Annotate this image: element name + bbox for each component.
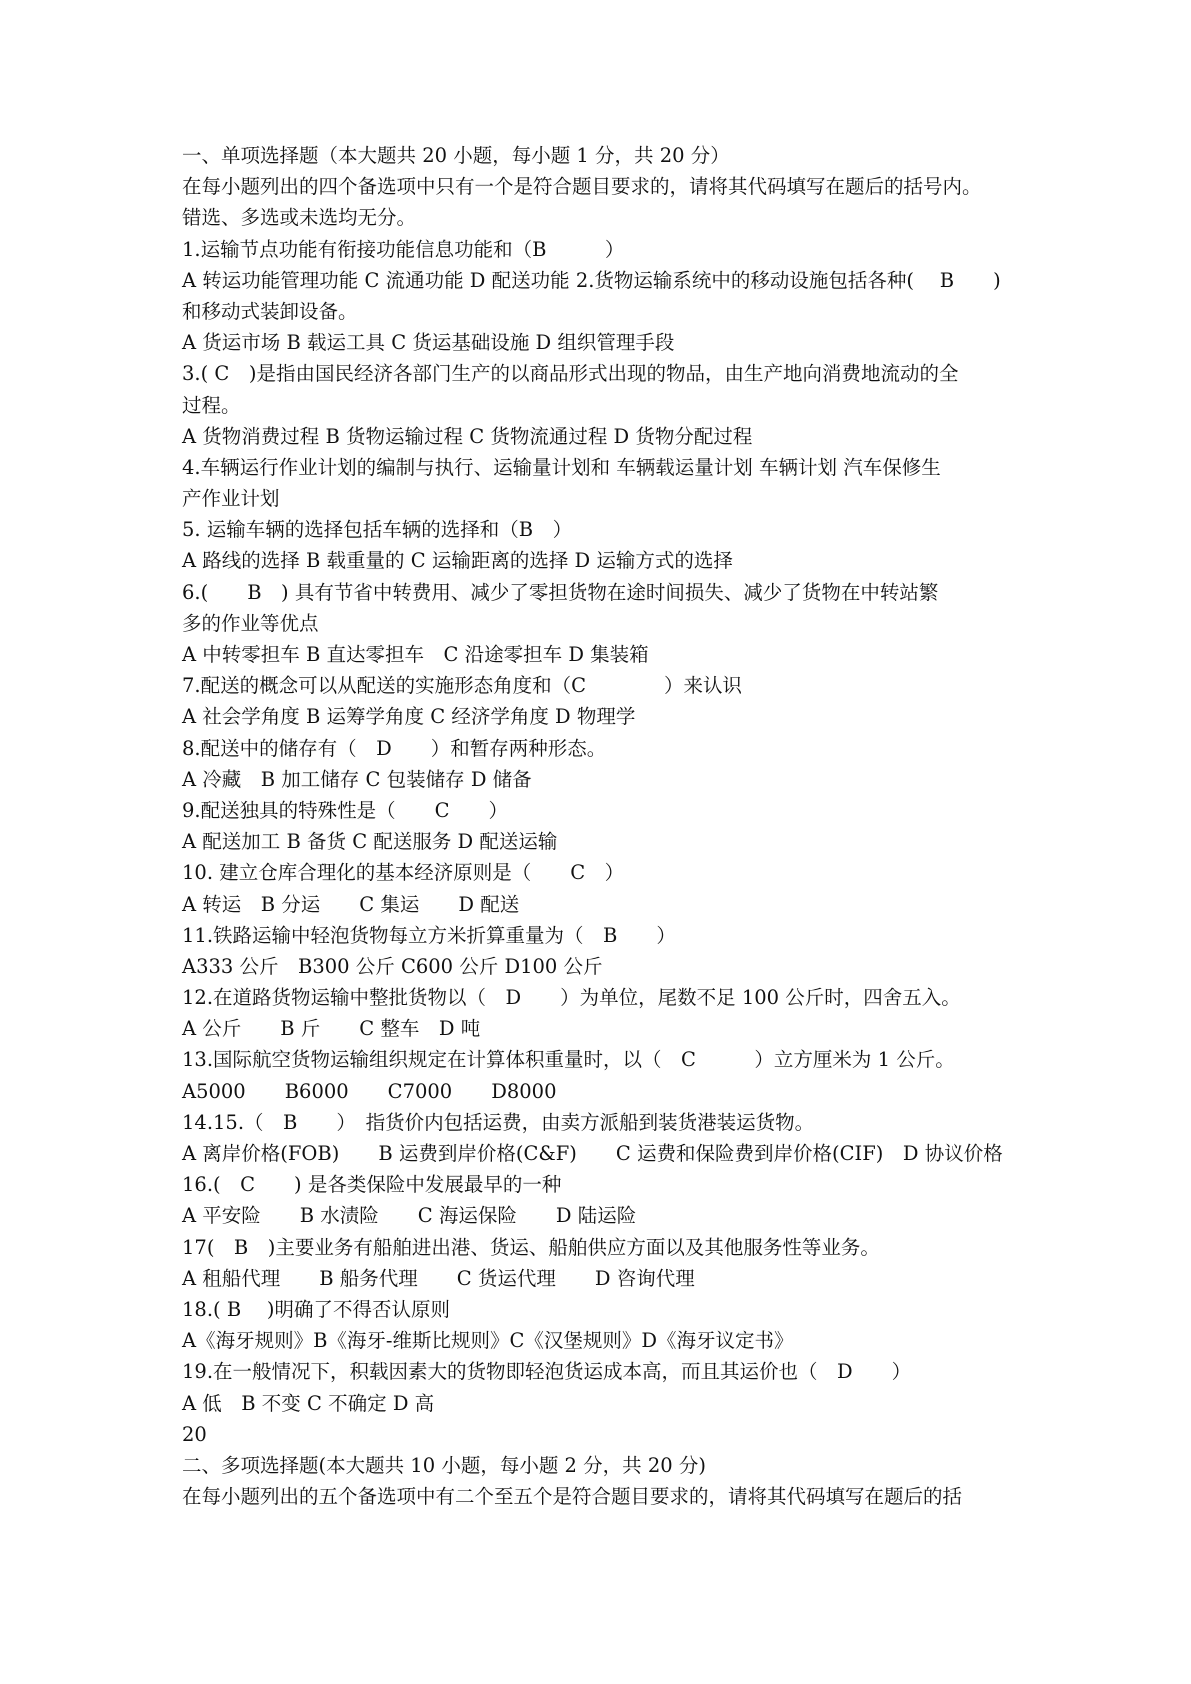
question-text: 和移动式装卸设备。 [182, 299, 358, 323]
section-heading-multiple-choice: 二、多项选择题(本大题共 10 小题，每小题 2 分，共 20 分) [182, 1453, 706, 1477]
question-options: A《海牙规则》B《海牙-维斯比规则》C《汉堡规则》D《海牙议定书》 [182, 1329, 794, 1353]
question-14-15: 14.15.（ B ） 指货价内包括运费，由卖方派船到装货港装运货物。 [182, 1110, 815, 1134]
question-options: A 货物消费过程 B 货物运输过程 C 货物流通过程 D 货物分配过程 [182, 424, 753, 448]
question-text: 多的作业等优点 [182, 611, 319, 635]
instruction-text: 错选、多选或未选均无分。 [182, 206, 417, 230]
question-20: 20 [182, 1422, 207, 1446]
question-text: 产作业计划 [182, 487, 280, 511]
question-1: 1.运输节点功能有衔接功能信息功能和（B ） [182, 237, 625, 261]
question-options: A 租船代理 B 船务代理 C 货运代理 D 咨询代理 [182, 1266, 695, 1290]
question-8: 8.配送中的储存有（ D ）和暂存两种形态。 [182, 736, 607, 760]
question-13: 13.国际航空货物运输组织规定在计算体积重量时，以（ C ）立方厘米为 1 公斤。 [182, 1048, 955, 1072]
question-options: A 平安险 B 水渍险 C 海运保险 D 陆运险 [182, 1204, 637, 1228]
question-options: A 社会学角度 B 运筹学角度 C 经济学角度 D 物理学 [182, 705, 636, 729]
question-options: A 货运市场 B 载运工具 C 货运基础设施 D 组织管理手段 [182, 331, 675, 355]
question-options: A 转运功能管理功能 C 流通功能 D 配送功能 2.货物运输系统中的移动设施包括各种( B ) [182, 268, 1001, 292]
question-10: 10. 建立仓库合理化的基本经济原则是（ C ） [182, 861, 625, 885]
question-9: 9.配送独具的特殊性是（ C ） [182, 798, 509, 822]
question-options: A 中转零担车 B 直达零担车 C 沿途零担车 D 集装箱 [182, 643, 649, 666]
instruction-text: 在每小题列出的五个备选项中有二个至五个是符合题目要求的，请将其代码填写在题后的括 [182, 1485, 963, 1509]
question-options: A 离岸价格(FOB) B 运费到岸价格(C&F) C 运费和保险费到岸价格(CIF) D 协议价格 [182, 1142, 1003, 1165]
section-heading-single-choice: 一、单项选择题（本大题共 20 小题，每小题 1 分，共 20 分） [182, 144, 730, 167]
question-5: 5. 运输车辆的选择包括车辆的选择和（B ） [182, 518, 573, 542]
question-options: A 公斤 B 斤 C 整车 D 吨 [182, 1017, 481, 1041]
question-6: 6.( B ) 具有节省中转费用、减少了零担货物在途时间损失、减少了货物在中转站繁 [182, 580, 939, 604]
question-4: 4.车辆运行作业计划的编制与执行、运输量计划和 车辆载运量计划 车辆计划 汽车保修生 [182, 455, 941, 479]
question-options: A 冷藏 B 加工储存 C 包装储存 D 储备 [182, 767, 532, 791]
instruction-text: 在每小题列出的四个备选项中只有一个是符合题目要求的，请将其代码填写在题后的括号内。 [182, 175, 982, 199]
document-page [182, 140, 1052, 1512]
question-18: 18.( B )明确了不得否认原则 [182, 1297, 450, 1321]
question-7: 7.配送的概念可以从配送的实施形态角度和（C ）来认识 [182, 674, 743, 698]
question-16: 16.( C ) 是各类保险中发展最早的一种 [182, 1173, 562, 1197]
question-3: 3.( C )是指由国民经济各部门生产的以商品形式出现的物品，由生产地向消费地流动的全 [182, 362, 959, 386]
question-options: A 低 B 不变 C 不确定 D 高 [182, 1391, 435, 1415]
question-17: 17( B )主要业务有船舶进出港、货运、船舶供应方面以及其他服务性等业务。 [182, 1235, 880, 1259]
question-options: A333 公斤 B300 公斤 C600 公斤 D100 公斤 [182, 954, 603, 978]
question-options: A5000 B6000 C7000 D8000 [182, 1079, 557, 1103]
question-options: A 转运 B 分运 C 集运 D 配送 [182, 892, 520, 916]
question-options: A 配送加工 B 备货 C 配送服务 D 配送运输 [182, 830, 558, 854]
question-options: A 路线的选择 B 载重量的 C 运输距离的选择 D 运输方式的选择 [182, 549, 733, 573]
question-12: 12.在道路货物运输中整批货物以（ D ）为单位，尾数不足 100 公斤时，四舍五入。 [182, 986, 961, 1010]
question-19: 19.在一般情况下，积载因素大的货物即轻泡货运成本高，而且其运价也（ D ） [182, 1360, 912, 1384]
question-11: 11.铁路运输中轻泡货物每立方米折算重量为（ B ） [182, 923, 676, 947]
question-text: 过程。 [182, 393, 241, 417]
